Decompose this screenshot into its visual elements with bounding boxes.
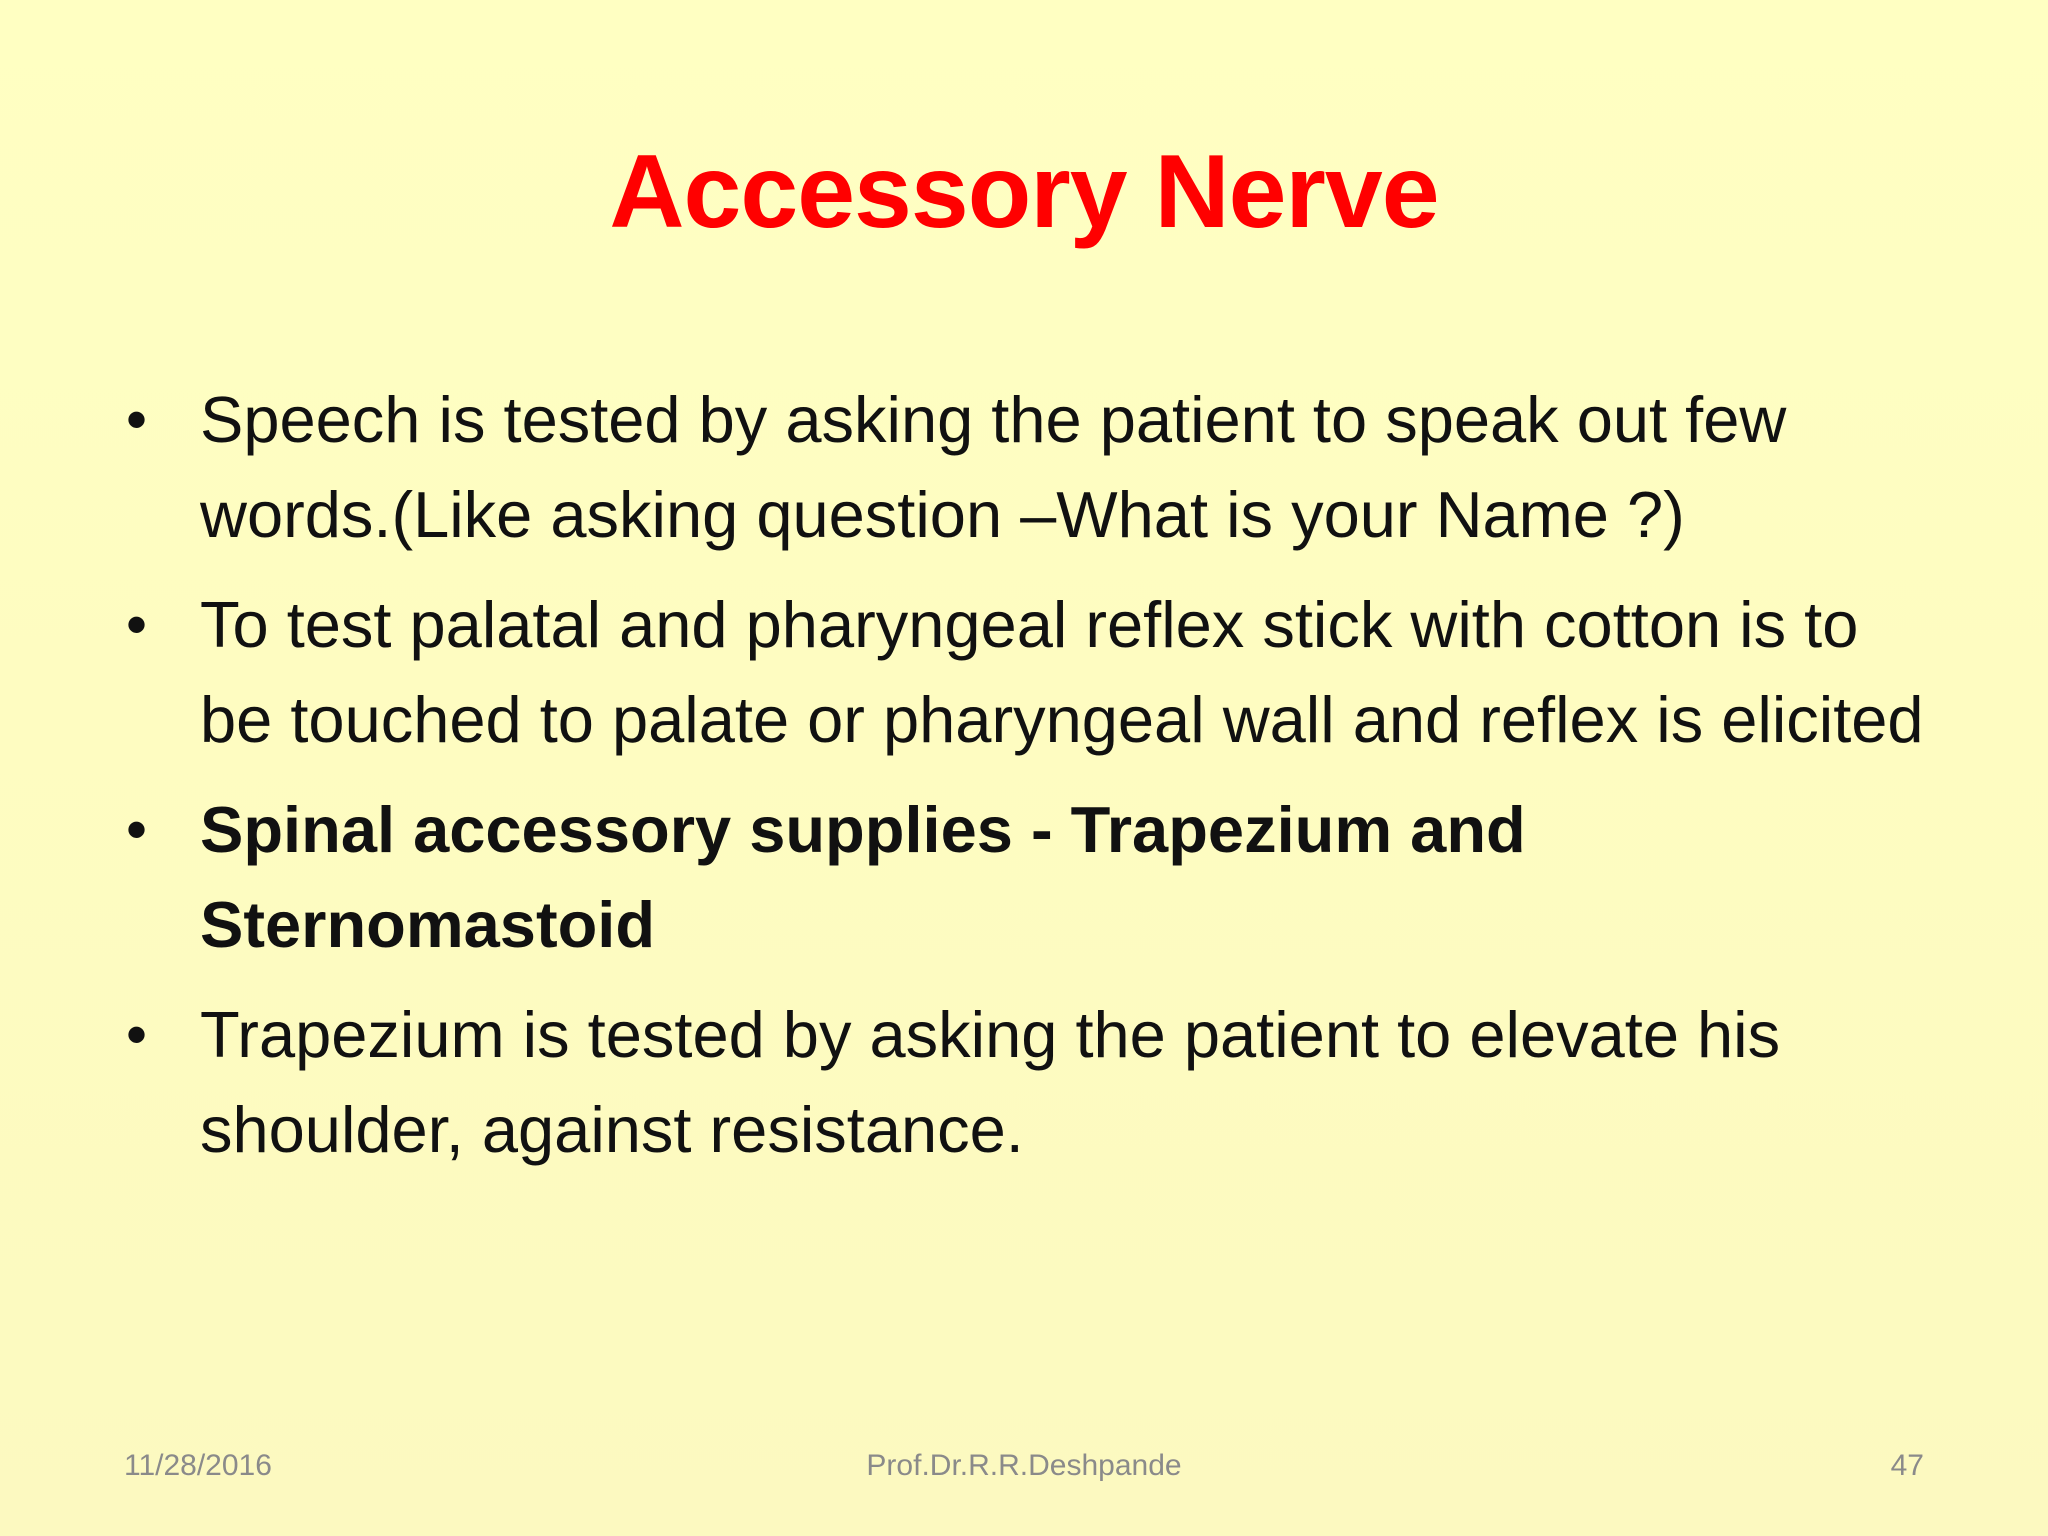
bullet-icon: •	[126, 796, 148, 863]
bullet-list	[120, 372, 1940, 1192]
bullet-text: Trapezium is tested by asking the patient to elevate his shoulder, against resistance.	[200, 998, 1781, 1166]
bullet-icon: •	[126, 1001, 148, 1068]
bullet-item-1	[120, 372, 1940, 562]
bullet-item-3	[120, 782, 1940, 972]
bullet-icon: •	[126, 591, 148, 658]
bullet-text: To test palatal and pharyngeal reflex stick with cotton is to be touched to palate or pharyngeal wall and reflex is elicited	[200, 588, 1924, 756]
footer-author: Prof.Dr.R.R.Deshpande	[866, 1449, 1182, 1482]
bullet-text: Speech is tested by asking the patient to speak out few words.(Like asking question –What is your Name ?)	[200, 383, 1787, 551]
bullet-item-4	[120, 987, 1940, 1177]
slide-title: Accessory Nerve	[609, 134, 1439, 250]
bullet-icon: •	[126, 386, 148, 453]
bullet-text: Spinal accessory supplies - Trapezium and Sternomastoid	[200, 793, 1526, 961]
bullet-item-2	[120, 577, 1940, 767]
footer-page-number: 47	[1890, 1449, 1924, 1482]
footer-date: 11/28/2016	[124, 1449, 272, 1482]
